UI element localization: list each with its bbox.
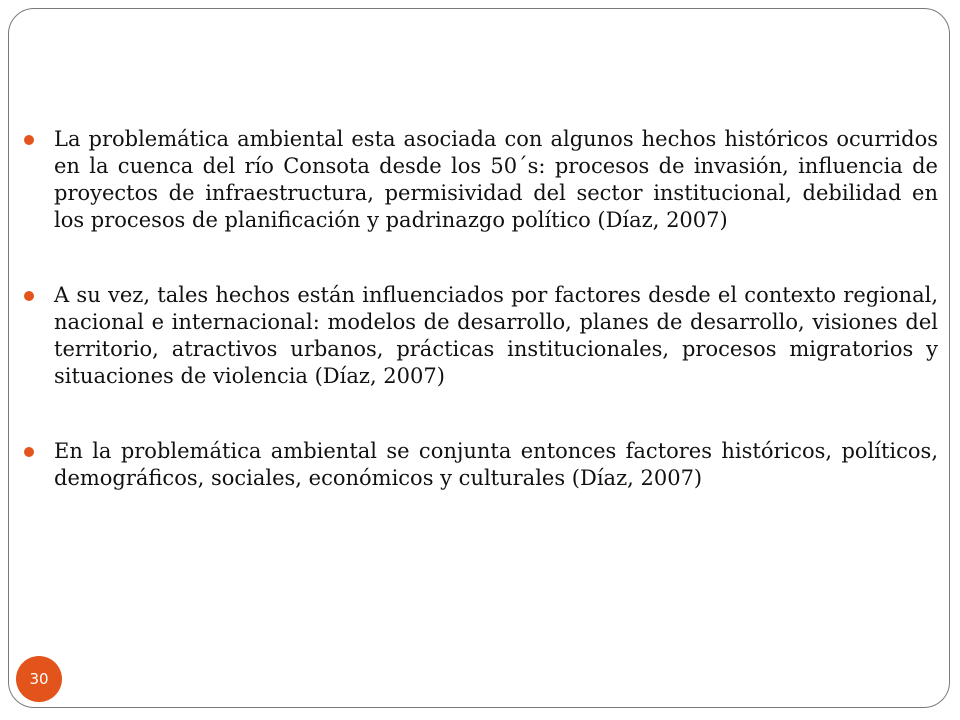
bullet-item [22, 438, 938, 492]
bullet-text: La problemática ambiental esta asociada con algunos hechos históricos ocurridos en la cuenca del río Consota desde los 50´s: procesos de invasión, influencia de proyectos de infraestructura, permisividad del sector institucional, debilidad en los procesos de planificación y padrinazgo político (Díaz, 2007) [54, 127, 938, 232]
bullet-text: En la problemática ambiental se conjunta entonces factores históricos, políticos, demográficos, sociales, económicos y culturales (Díaz, 2007) [54, 439, 938, 490]
bullet-item [22, 126, 938, 234]
bullet-list [22, 126, 938, 492]
page-number-badge: 30 [16, 656, 62, 702]
bullet-item [22, 282, 938, 390]
bullet-dot-icon [24, 291, 34, 301]
bullet-dot-icon [24, 135, 34, 145]
bullet-text: A su vez, tales hechos están influenciados por factores desde el contexto regional, nacional e internacional: modelos de desarrollo, planes de desarrollo, visiones del territorio, atractivos urbanos, prácticas institucionales, procesos migratorios y situaciones de violencia (Díaz, 2007) [54, 283, 938, 388]
bullet-dot-icon [24, 447, 34, 457]
